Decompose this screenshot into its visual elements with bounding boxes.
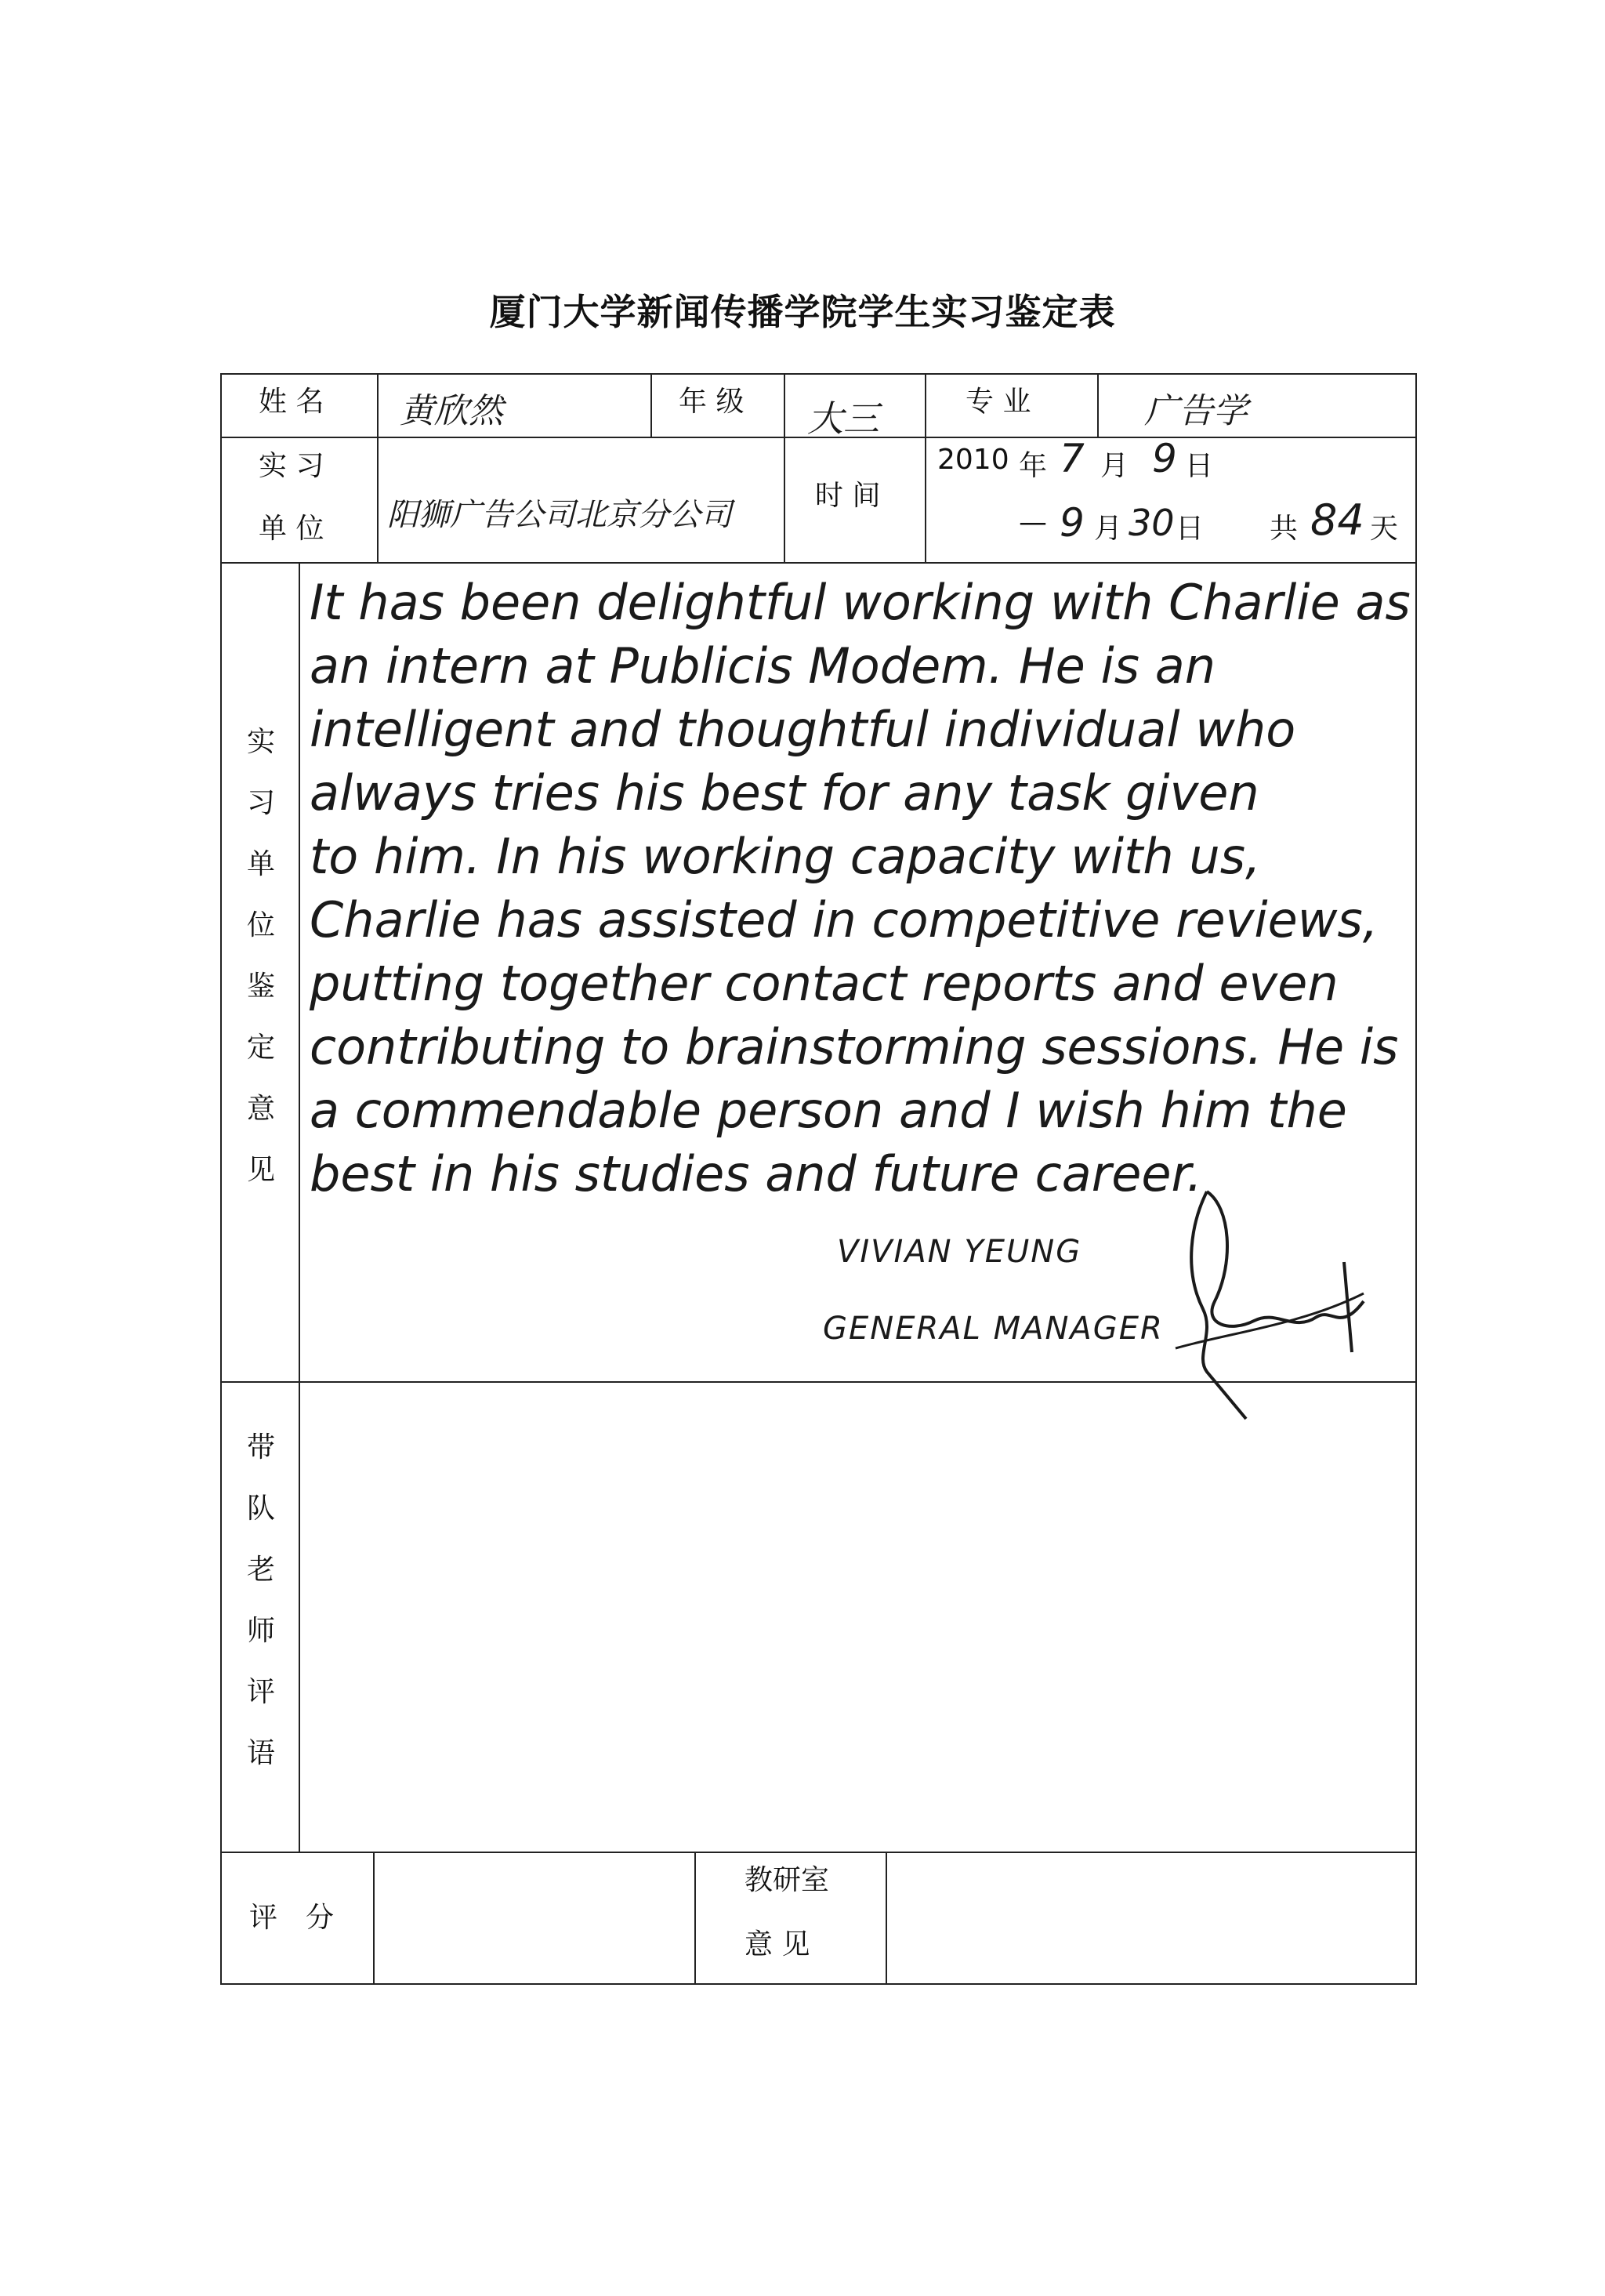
major-label: 专 业 [966,386,1031,418]
col-divider [299,562,300,1852]
unit-label-line1: 实 习 [259,450,324,482]
row-divider [220,562,1417,564]
grade-value: 大三 [807,397,879,440]
total-label: 共 [1270,513,1299,545]
dept-opinion-label-line2: 意 见 [745,1928,810,1960]
col-divider [784,373,785,562]
unit-label-line2: 单 位 [259,513,324,545]
total-unit: 天 [1370,513,1399,545]
time-label: 时 间 [815,480,881,512]
col-divider [373,1852,375,1985]
comment-line: contributing to brainstorming sessions. He is [310,1018,1399,1075]
date-day-unit: 日 [1185,450,1214,482]
signer-title: GENERAL MANAGER [823,1311,1164,1347]
col-divider [650,373,652,437]
row-divider [220,1852,1417,1853]
col-divider [1097,373,1099,437]
signature-mark [1160,1176,1395,1427]
col-divider [377,373,379,562]
name-value: 黄欣然 [400,391,503,431]
unit-value: 阳狮广告公司北京分公司 [387,497,732,533]
comment-line: to him. In his working capacity with us, [310,828,1261,885]
col-divider [925,373,926,562]
date-end-day: 30 [1129,502,1175,544]
total-days: 84 [1310,495,1364,545]
date-end-month-unit: 月 [1094,513,1123,545]
date-month-unit: 月 [1100,450,1129,482]
date-dash: — [1019,506,1047,539]
evaluation-label: 实习单位鉴定意见 [246,726,275,1186]
date-start-month: 7 [1060,436,1085,481]
comment-line: Charlie has assisted in competitive reviews, [310,891,1379,949]
grade-label: 年 级 [679,386,745,418]
name-label: 姓 名 [259,386,324,418]
comment-line: putting together contact reports and even [310,955,1339,1012]
major-value: 广告学 [1144,391,1248,431]
comment-line: an intern at Publicis Modem. He is an [310,637,1216,695]
comment-line: intelligent and thoughtful individual who [310,701,1296,758]
signer-name: VIVIAN YEUNG [837,1234,1082,1270]
col-divider [886,1852,887,1985]
evaluation-comment [310,571,1411,1206]
form-title: 厦门大学新闻传播学院学生实习鉴定表 [489,291,1116,333]
date-year-unit: 年 [1019,450,1048,482]
dept-opinion-label-line1: 教研室 [745,1864,830,1896]
comment-line: best in his studies and future career. [310,1145,1203,1202]
comment-line: always tries his best for any task given [310,764,1259,822]
col-divider [694,1852,696,1985]
date-start-day: 9 [1152,436,1177,481]
date-year: 2010 [937,444,1009,476]
comment-line: a commendable person and I wish him the [310,1082,1347,1139]
date-end-month: 9 [1060,500,1085,546]
score-label: 评 分 [249,1902,335,1934]
comment-line: It has been delightful working with Charlie as [310,574,1411,631]
teacher-comment-label: 带队老师评语 [246,1431,275,1769]
date-end-day-unit: 日 [1176,513,1205,545]
